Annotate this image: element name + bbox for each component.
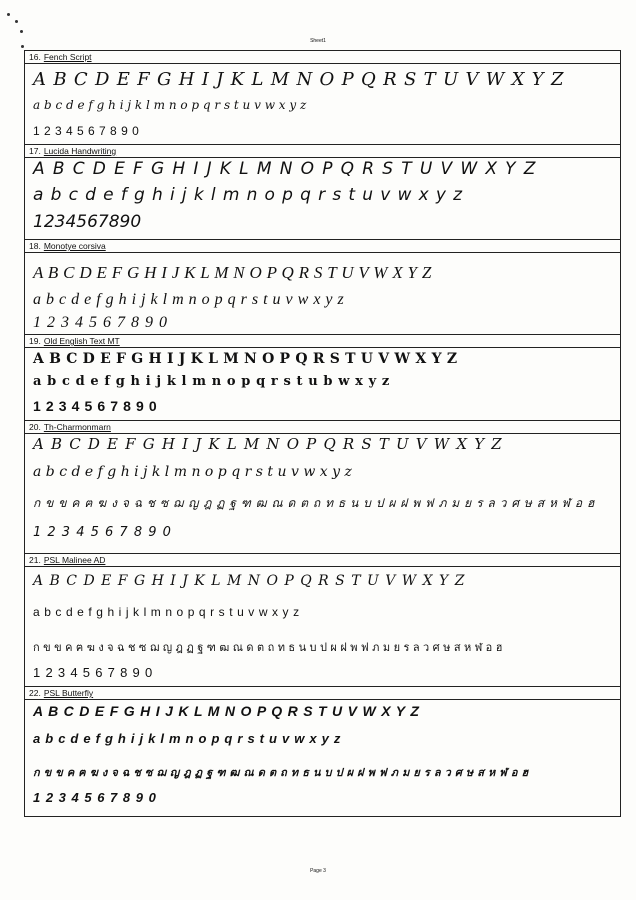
digits-sample: 1 2 3 4 5 6 7 8 9 0 (33, 398, 158, 414)
section-header (25, 420, 620, 434)
uppercase-sample: A B C D E F G H I J K L M N O P Q R S T U V W X Y Z (33, 351, 458, 367)
sample-block (25, 64, 620, 144)
scan-speck (20, 30, 23, 33)
sample-block (25, 567, 620, 686)
digits-sample: 1234567890 (33, 212, 142, 232)
section-header (25, 334, 620, 348)
font-name: Th-Charmonmarn (43, 422, 111, 432)
thai-sample: ก ข ข ค ฅ ฆ ง จ ฉ ช ซ ฌ ญ ฎ ฏ ฐ ฑ ฒ ณ ด ต ถ ท ธ น บ ป ผ ฝ พ ฟ ภ ม ย ร ล ว ศ ษ ส ห ฬ อ ฮ (33, 642, 503, 654)
uppercase-sample: A B C D E F G H I J K L M N O P Q R S T U V W X Y Z (33, 159, 537, 179)
thai-sample: ก ข ข ค ฅ ฆ ง จ ฉ ช ซ ฌ ญ ฎ ฏ ฐ ฑ ฒ ณ ด ต ถ ท ธ น บ ป ผ ฝ พ ฟ ภ ม ย ร ล ว ศ ษ ส ห ฬ อ ฮ (33, 496, 595, 510)
digits-sample: 1 2 3 4 5 6 7 8 9 0 (33, 665, 154, 680)
section-number: 21. (29, 555, 41, 565)
font-name: Fench Script (43, 52, 92, 62)
section-number: 18. (29, 241, 41, 251)
sample-block (25, 434, 620, 553)
font-name: PSL Malinee AD (43, 555, 106, 565)
lowercase-sample: a b c d e f g h i j k l m n o p q r s t u v w x y z (33, 185, 463, 205)
section-number: 16. (29, 52, 41, 62)
scan-speck (7, 13, 10, 16)
digits-sample: 1 2 3 4 5 6 7 8 9 0 (33, 790, 157, 805)
lowercase-sample: a b c d e f g h i j k l m n o p q r s t u v w x y z (33, 605, 300, 619)
sample-block (25, 700, 620, 816)
lowercase-sample: a b c d e f g h i j k l m n o p q r s t u v w x y z (33, 98, 307, 112)
digits-sample: 1 2 3 4 5 6 7 8 9 0 (33, 124, 140, 138)
uppercase-sample: A B C D E F G H I J K L M N O P Q R S T U V W X Y Z (33, 703, 420, 719)
uppercase-sample: A B C D E F G H I J K L M N O P Q R S T U V W X Y Z (33, 69, 565, 90)
lowercase-sample: a b c d e f g h i j k l m n o p q r s t u v w x y z (33, 464, 352, 480)
thai-sample: ก ข ข ค ฅ ฆ ง จ ฉ ช ซ ฌ ญ ฎ ฏ ฐ ฑ ฒ ณ ด ต ถ ท ธ น บ ป ผ ฝ พ ฟ ภ ม ย ร ล ว ศ ษ ส ห ฬ อ ฮ (33, 767, 529, 779)
lowercase-sample: a b c d e f g h i j k l m n o p q r s t u b w x y z (33, 374, 390, 389)
font-name: Monotye corsiva (43, 241, 106, 251)
page-label: Page 3 (310, 868, 326, 874)
lowercase-sample: a b c d e f g h i j k l m n o p q r s t u v w x y z (33, 731, 342, 746)
section-number: 20. (29, 422, 41, 432)
uppercase-sample: A B C D E F G H I J K L M N O P Q R S T U V W X Y Z (33, 263, 432, 282)
digits-sample: 1 2 3 4 5 6 7 8 9 0 (33, 314, 168, 331)
lowercase-sample: a b c d e f g h i j k l m n o p q r s t u v w x y z (33, 291, 345, 308)
font-samples-table (24, 50, 621, 817)
sheet-name: Sheet1 (310, 38, 326, 44)
section-header (25, 553, 620, 567)
sample-block (25, 253, 620, 334)
section-number: 19. (29, 336, 41, 346)
section-header (25, 239, 620, 253)
digits-sample: 1 2 3 4 5 6 7 8 9 0 (33, 525, 172, 540)
font-name: Lucida Handwriting (43, 146, 117, 156)
section-header (25, 50, 620, 64)
font-name: PSL Butterfly (43, 688, 94, 698)
sample-block (25, 158, 620, 239)
scan-speck (21, 45, 24, 48)
scan-speck (15, 20, 18, 23)
section-number: 22. (29, 688, 41, 698)
section-header (25, 686, 620, 700)
font-name: Old English Text MT (43, 336, 120, 346)
uppercase-sample: A B C D E F G H I J K L M N O P Q R S T U V W X Y Z (33, 435, 503, 453)
sample-block (25, 348, 620, 420)
section-header (25, 144, 620, 158)
section-number: 17. (29, 146, 41, 156)
uppercase-sample: A B C D E F G H I J K L M N O P Q R S T U V W X Y Z (33, 573, 466, 589)
